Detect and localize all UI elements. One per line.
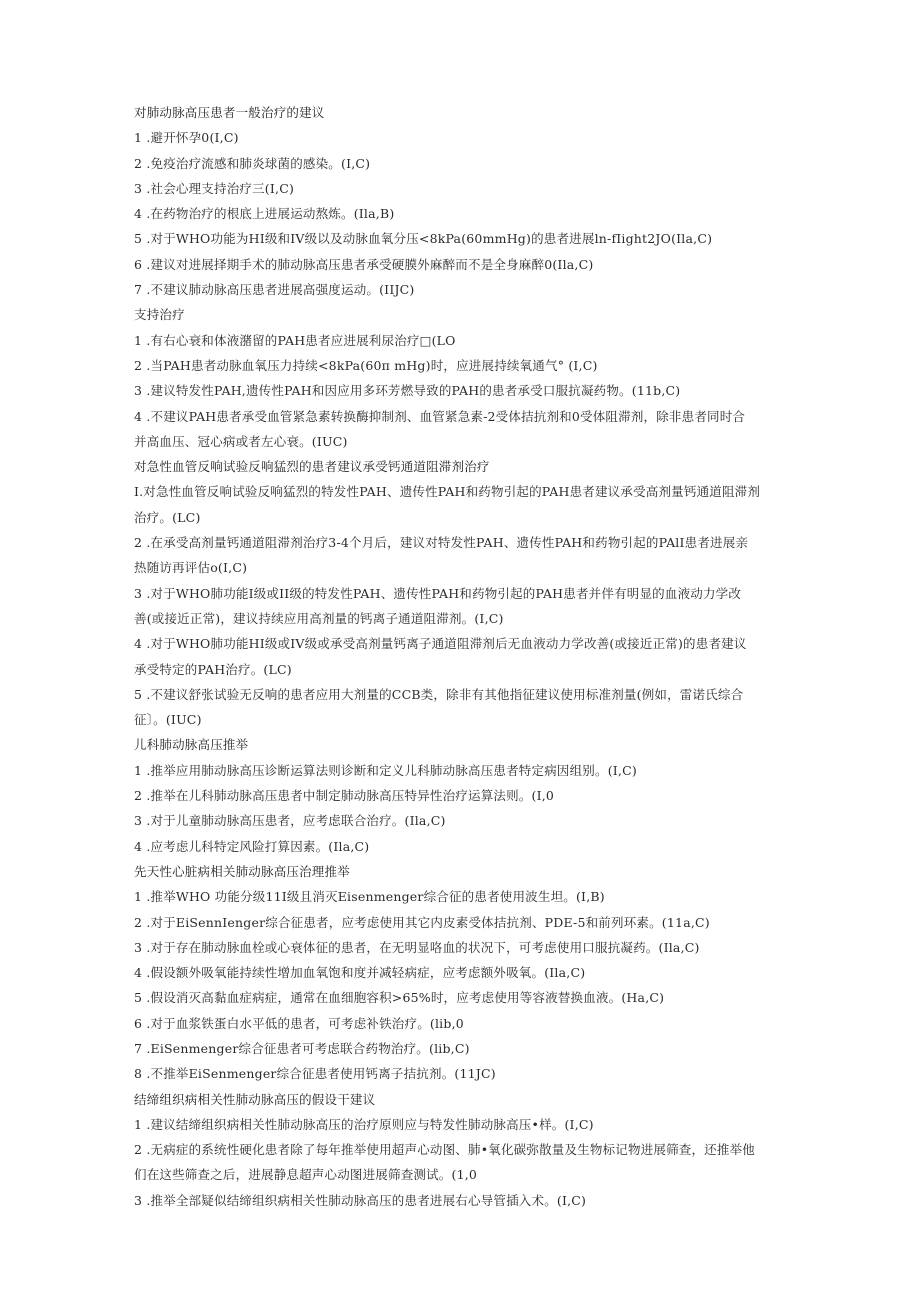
recommendation-text-line: 2 .对于EiSennIenger综合征患者，应考虑使用其它内皮素受体拮抗剂、PDE-5和前列环素。(11a,C) [134, 914, 710, 930]
recommendation-item [134, 1188, 794, 1213]
recommendation-text-line: 3 .对于儿童肺动脉高压患者，应考虑联合治疗。(Ila,C) [134, 813, 446, 829]
recommendation-item [134, 808, 794, 833]
recommendation-text-line: 7 .不建议肺动脉高压患者进展高强度运动。(IIJC) [134, 282, 415, 298]
recommendation-text-line: 4 .对于WHO肺功能HI级或IV级或承受高剂量钙离子通道阻滞剂后无血液动力学改善(或接近正常)的患者建议 [134, 636, 747, 652]
recommendation-text-line: 善(或接近正常)，建议持续应用高剂量的钙离子通道阻滞剂。(I,C) [134, 610, 504, 626]
recommendation-item [134, 581, 794, 632]
recommendation-text-line: 并高血压、冠心病或者左心衰。(IUC) [134, 433, 348, 449]
recommendation-text-line: 3 .对于存在肺动脉血栓或心衰体征的患者，在无明显咯血的状况下，可考虑使用口服抗凝药。(Ila,C) [134, 939, 700, 955]
recommendation-text-line: 们在这些筛查之后，进展静息超声心动图进展筛查测试。(1,0 [134, 1167, 478, 1183]
recommendation-item [134, 252, 794, 277]
section-heading: 对急性血管反响试验反响猛烈的患者建议承受钙通道阻滞剂治疗 [134, 459, 490, 475]
recommendation-text-line: 4 .应考虑儿科特定风险打算因素。(Ila,C) [134, 838, 370, 854]
recommendation-item [134, 378, 794, 403]
document-body [134, 100, 794, 1213]
recommendation-text-line: 4 .不建议PAH患者承受血管紧急素转换酶抑制剂、血管紧急素-2受体拮抗剂和0受体阻滞剂，除非患者同时合 [134, 408, 746, 424]
recommendation-item [134, 1036, 794, 1061]
section-heading: 结缔组织病相关性肺动脉高压的假设干建议 [134, 1091, 376, 1107]
recommendation-item [134, 910, 794, 935]
recommendation-item [134, 353, 794, 378]
recommendation-text-line: 征〕。(IUC) [134, 712, 202, 728]
recommendation-text-line: 6 .建议对进展择期手术的肺动脉高压患者承受硬膜外麻醉而不是全身麻醉0(Ila,C) [134, 256, 594, 272]
recommendation-text-line: 治疗。(LC) [134, 509, 201, 525]
recommendation-text-line: 3 .社会心理支持治疗三(I,C) [134, 180, 295, 196]
recommendation-text-line: 1 .推举WHO 功能分级11I级且消灭Eisenmenger综合征的患者使用波生坦。(I,B) [134, 889, 605, 905]
recommendation-text-line: 1 .避开怀孕0(I,C) [134, 130, 239, 146]
recommendation-item [134, 1137, 794, 1188]
section-heading: 对肺动脉高压患者一般治疗的建议 [134, 105, 325, 120]
recommendation-item [134, 682, 794, 733]
recommendation-item [134, 960, 794, 985]
recommendation-text-line: 5 .不建议舒张试验无反响的患者应用大剂量的CCB类，除非有其他指征建议使用标准剂量(例如，雷诺氏综合 [134, 686, 744, 702]
recommendation-text-line: 3 .建议特发性PAH,遗传性PAH和因应用多环芳燃导致的PAH的患者承受口服抗凝药物。(11b,C) [134, 383, 681, 399]
recommendation-text-line: 8 .不推举EiSenmenger综合征患者使用钙离子拮抗剂。(11JC) [134, 1066, 496, 1082]
recommendation-item [134, 1061, 794, 1086]
recommendation-text-line: 5 .对于WHO功能为HI级和IV级以及动脉血氧分压<8kPa(60mmHg)的患者进展ln-fIight2JO(Ila,C) [134, 231, 713, 247]
section-heading: 先天性心脏病相关肺动脉高压治理推举 [134, 863, 350, 879]
recommendation-text-line: 2 .在承受高剂量钙通道阻滞剂治疗3-4个月后，建议对特发性PAH、遗传性PAH和药物引起的PAlI患者进展亲 [134, 535, 749, 551]
recommendation-item [134, 884, 794, 909]
recommendation-item [134, 1011, 794, 1036]
section-heading: 支持治疗 [134, 307, 185, 323]
recommendation-item [134, 1112, 794, 1137]
recommendation-item [134, 125, 794, 150]
recommendation-text-line: 1 .推举应用肺动脉高压诊断运算法则诊断和定义儿科肺动脉高压患者特定病因组别。(I,C) [134, 762, 637, 778]
recommendation-text-line: 2 .免疫治疗流感和肺炎球菌的感染。(I,C) [134, 155, 371, 171]
recommendation-text-line: 3 .对于WHO肺功能I级或II级的特发性PAH、遗传性PAH和药物引起的PAH患者并伴有明显的血液动力学改 [134, 585, 742, 601]
recommendation-text-line: 7 .EiSenmenger综合征患者可考虑联合药物治疗。(lib,C) [134, 1040, 470, 1056]
recommendation-text-line: 4 .在药物治疗的根底上进展运动熬炼。(Ila,B) [134, 206, 395, 222]
recommendation-text-line: 2 .当PAH患者动脉血氧压力持续<8kPa(60π mHg)时，应进展持续氧通气° (I,C) [134, 357, 598, 373]
recommendation-item [134, 404, 794, 455]
recommendation-item [134, 631, 794, 682]
recommendation-text-line: I.对急性血管反响试验反响猛烈的特发性PAH、遗传性PAH和药物引起的PAH患者建议承受高剂量钙通道阻滞剂 [134, 484, 761, 500]
recommendation-text-line: 4 .假设额外吸氧能持续性增加血氧饱和度并减轻病症，应考虑额外吸氧。(Ila,C) [134, 965, 586, 981]
recommendation-text-line: 1 .有右心衰和体液潴留的PAH患者应进展利尿治疗□(LO [134, 332, 456, 348]
recommendation-item [134, 935, 794, 960]
recommendation-item [134, 277, 794, 302]
recommendation-text-line: 1 .建议结缔组织病相关性肺动脉高压的治疗原则应与特发性肺动脉高压•样。(I,C) [134, 1116, 594, 1132]
recommendation-text-line: 3 .推举全部疑似结缔组织病相关性肺动脉高压的患者进展右心导管插入术。(I,C) [134, 1192, 587, 1208]
recommendation-item [134, 226, 794, 251]
recommendation-item [134, 530, 794, 581]
recommendation-item [134, 479, 794, 530]
recommendation-text-line: 热随访再评估o(I,C) [134, 560, 248, 576]
recommendation-text-line: 6 .对于血浆铁蛋白水平低的患者，可考虑补铁治疗。(lib,0 [134, 1015, 464, 1031]
recommendation-text-line: 2 .推举在儿科肺动脉高压患者中制定肺动脉高压特异性治疗运算法则。(I,0 [134, 788, 555, 804]
recommendation-item [134, 151, 794, 176]
recommendation-text-line: 5 .假设消灭高黏血症病症，通常在血细胞容积>65%时，应考虑使用等容液替换血液。(Ha,C) [134, 990, 665, 1006]
recommendation-item [134, 176, 794, 201]
recommendation-item [134, 328, 794, 353]
recommendation-item [134, 783, 794, 808]
recommendation-text-line: 承受特定的PAH治疗。(LC) [134, 661, 292, 677]
section-heading: 儿科肺动脉高压推举 [134, 737, 249, 753]
recommendation-item [134, 758, 794, 783]
recommendation-item [134, 201, 794, 226]
recommendation-item [134, 985, 794, 1010]
recommendation-text-line: 2 .无病症的系统性硬化患者除了每年推举使用超声心动图、肺•氧化碳弥散量及生物标记物进展筛查，还推举他 [134, 1142, 755, 1158]
recommendation-item [134, 834, 794, 859]
